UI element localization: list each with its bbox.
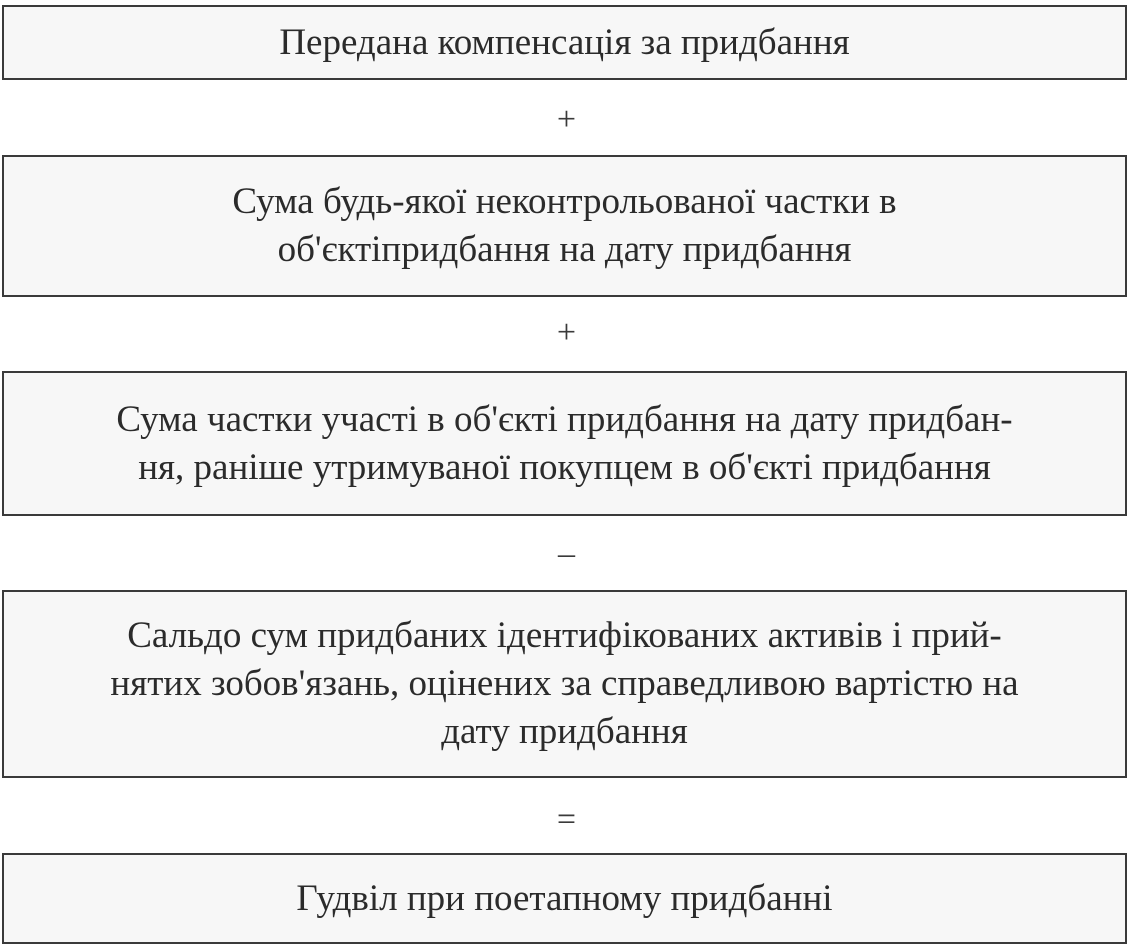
box-text-line: Передана компенсація за придбання [279,21,850,63]
minus-operator: – [558,535,575,572]
plus-operator: + [556,101,577,138]
plus-operator: + [556,314,577,351]
net-identifiable-assets-box [2,590,1127,778]
box-text-line: ня, раніше утримуваної покупцем в об'єкті придбання [138,446,991,488]
goodwill-result-box [2,853,1127,944]
previously-held-interest-box [2,371,1127,516]
box-text-line: нятих зобов'язань, оцінених за справедливою вартістю на [110,663,1019,704]
box-text-line: Гудвіл при поетапному придбанні [296,877,833,919]
box-text-line: об'єктіпридбання на дату придбання [277,229,852,270]
box-text-line: Сума частки участі в об'єкті придбання на дату придбан- [116,398,1013,440]
box-text-line: Сальдо сум придбаних ідентифікованих активів і прий- [127,615,1002,656]
non-controlling-interest-box [2,155,1127,297]
consideration-transferred-box [2,5,1127,80]
equals-operator: = [556,801,577,838]
box-text-line: Сума будь-якої неконтрольованої частки в [232,181,897,222]
box-text-line: дату придбання [441,711,688,752]
